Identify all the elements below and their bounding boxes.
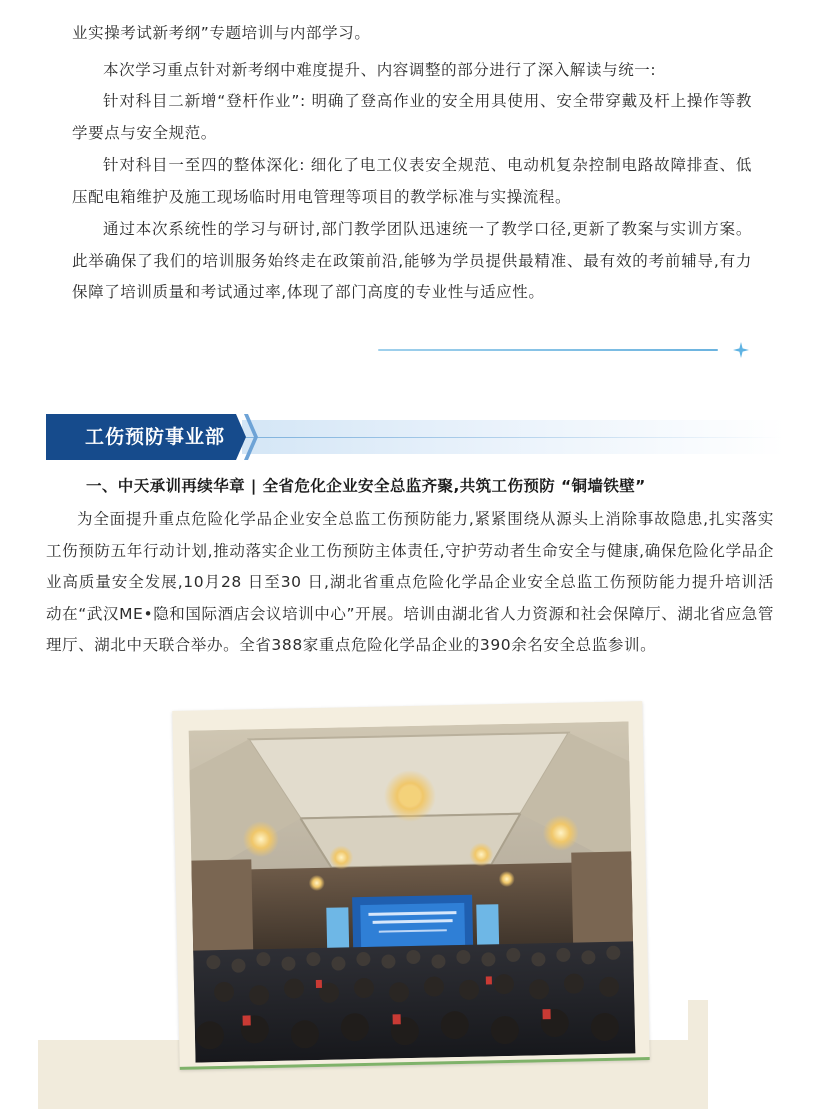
summary-paragraph: 通过本次系统性的学习与研讨,部门教学团队迅速统一了教学口径,更新了教案与实训方案。此举确保了我们的培训服务始终走在政策前沿,能够为学员提供最精准、最有效的考前辅导,有力保障了培训质量和考试通过率,体现了部门高度的专业性与适应性。 [72, 220, 752, 301]
article-body: 为全面提升重点危险化学品企业安全总监工伤预防能力,紧紧围绕从源头上消除事故隐患,扎实落实工伤预防五年行动计划,推动落实企业工伤预防主体责任,守护劳动者生命安全与健康,确保危险化学品企业高质量安全发展,10月28 日至30 日,湖北省重点危险化学品企业安全总监工伤预防能力提升培训活动在“武汉ME•隐和国际酒店会议培训中心”开展。培训由湖北省人力资源和社会保障厅、湖北省应急管理厅、湖北中天联合举办。全省388家重点危险化学品企业的390余名安全总监参训。 [46, 510, 774, 654]
subject-one-to-four-paragraph: 针对科目一至四的整体深化: 细化了电工仪表安全规范、电动机复杂控制电路故障排查、低压配电箱维护及施工现场临时用电管理等项目的教学标准与实操流程。 [72, 156, 752, 206]
conference-hall-illustration [189, 721, 636, 1062]
sparkle-icon [733, 342, 749, 358]
section-divider-line [378, 349, 718, 351]
section-header [46, 414, 786, 460]
conference-photo [189, 721, 636, 1062]
intro-paragraph: 本次学习重点针对新考纲中难度提升、内容调整的部分进行了深入解读与统一: [103, 61, 657, 79]
section-title: 工伤预防事业部 [84, 426, 225, 448]
subject-two-paragraph: 针对科目二新增“登杆作业”: 明确了登高作业的安全用具使用、安全带穿戴及杆上操作等教学要点与安全规范。 [72, 92, 752, 142]
article-subheading: 一、中天承训再续华章 | 全省危化企业安全总监齐聚,共筑工伤预防 “铜墙铁壁” [86, 477, 646, 495]
frame-backdrop-edge [688, 1000, 708, 1109]
continued-paragraph: 业实操考试新考纲”专题培训与内部学习。 [72, 24, 371, 42]
photo-frame [0, 700, 823, 1109]
section-header-line [242, 437, 782, 438]
